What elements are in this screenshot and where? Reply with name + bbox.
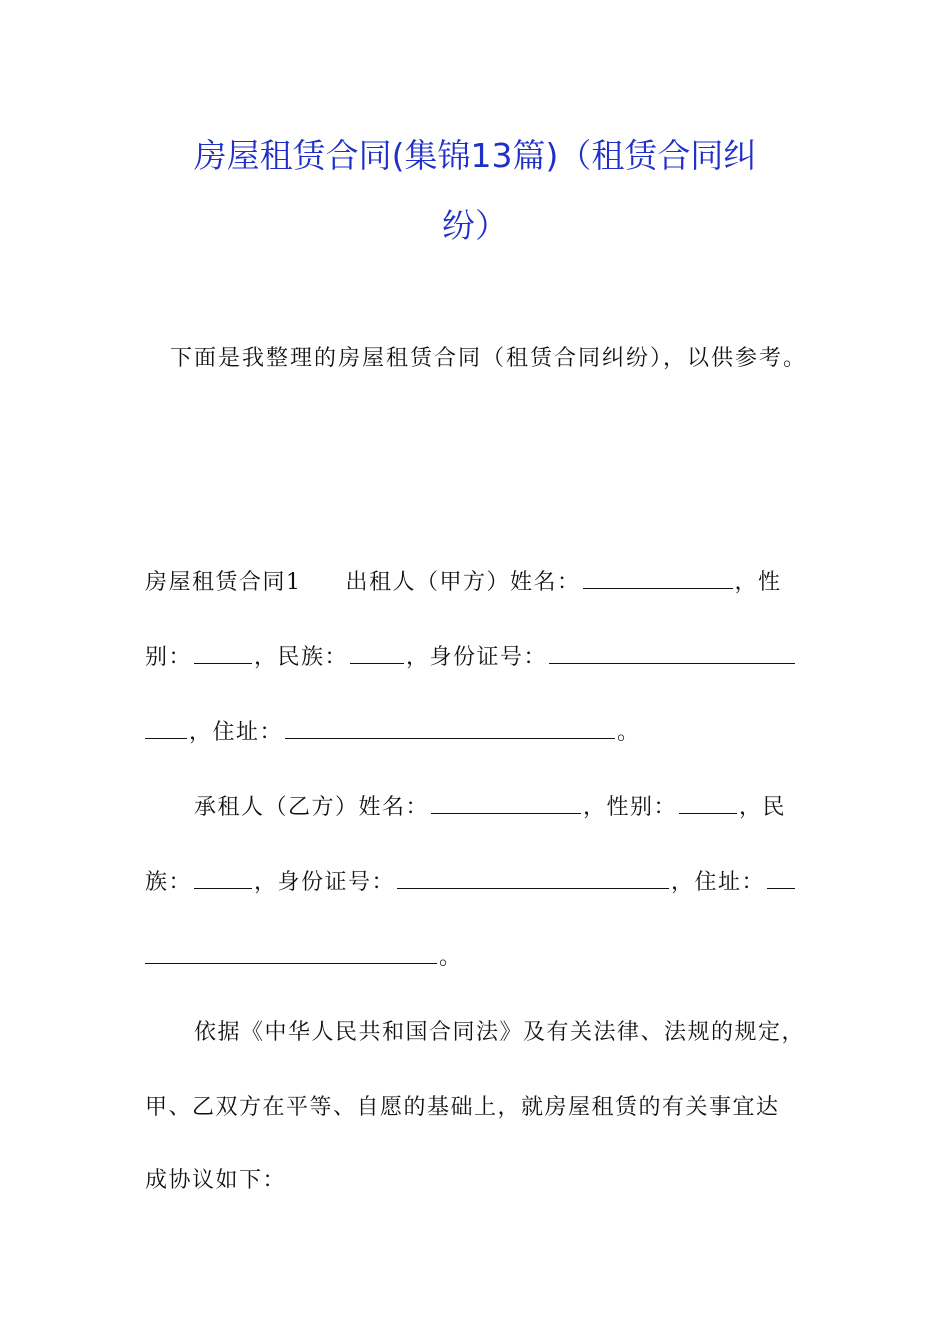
lessor-line-3: ，住址： 。 bbox=[145, 718, 641, 748]
document-title-line-2: 纷） bbox=[442, 206, 508, 245]
lessor-line-2: 别： ，民族： ，身份证号： bbox=[145, 643, 797, 673]
lessor-id-blank bbox=[549, 645, 795, 664]
basis-line-2: 甲、乙双方在平等、自愿的基础上，就房屋租赁的有关事宜达 bbox=[145, 1095, 780, 1120]
intro-paragraph: 下面是我整理的房屋租赁合同（租赁合同纠纷），以供参考。 bbox=[170, 346, 808, 371]
lessee-id-blank bbox=[397, 870, 669, 889]
contract-heading: 房屋租赁合同1 bbox=[145, 570, 302, 595]
lessee-line-2: 族： ，身份证号： ，住址： bbox=[145, 868, 797, 898]
lessor-line-1: 房屋租赁合同1 出租人（甲方）姓名： ，性 bbox=[145, 570, 782, 595]
lessor-id-blank-continued bbox=[145, 720, 187, 739]
lessor-ethnicity-blank bbox=[350, 645, 404, 664]
document-title-line-1: 房屋租赁合同(集锦13篇)（租赁合同纠 bbox=[193, 136, 757, 175]
basis-line-3: 成协议如下： bbox=[145, 1168, 287, 1193]
lessee-gender-blank bbox=[679, 795, 737, 814]
lessee-name-blank bbox=[431, 795, 581, 814]
lessor-gender-blank bbox=[194, 645, 252, 664]
lessee-address-blank-start bbox=[767, 870, 795, 889]
lessee-line-3: 。 bbox=[145, 943, 463, 973]
lessee-ethnicity-blank bbox=[194, 870, 252, 889]
basis-line-1: 依据《中华人民共和国合同法》及有关法律、法规的规定， bbox=[194, 1020, 806, 1045]
lessor-address-blank bbox=[285, 720, 615, 739]
lessee-line-1: 承租人（乙方）姓名： ，性别： ，民 bbox=[194, 795, 787, 820]
lessor-name-blank bbox=[583, 570, 733, 589]
lessee-address-blank bbox=[145, 945, 437, 964]
